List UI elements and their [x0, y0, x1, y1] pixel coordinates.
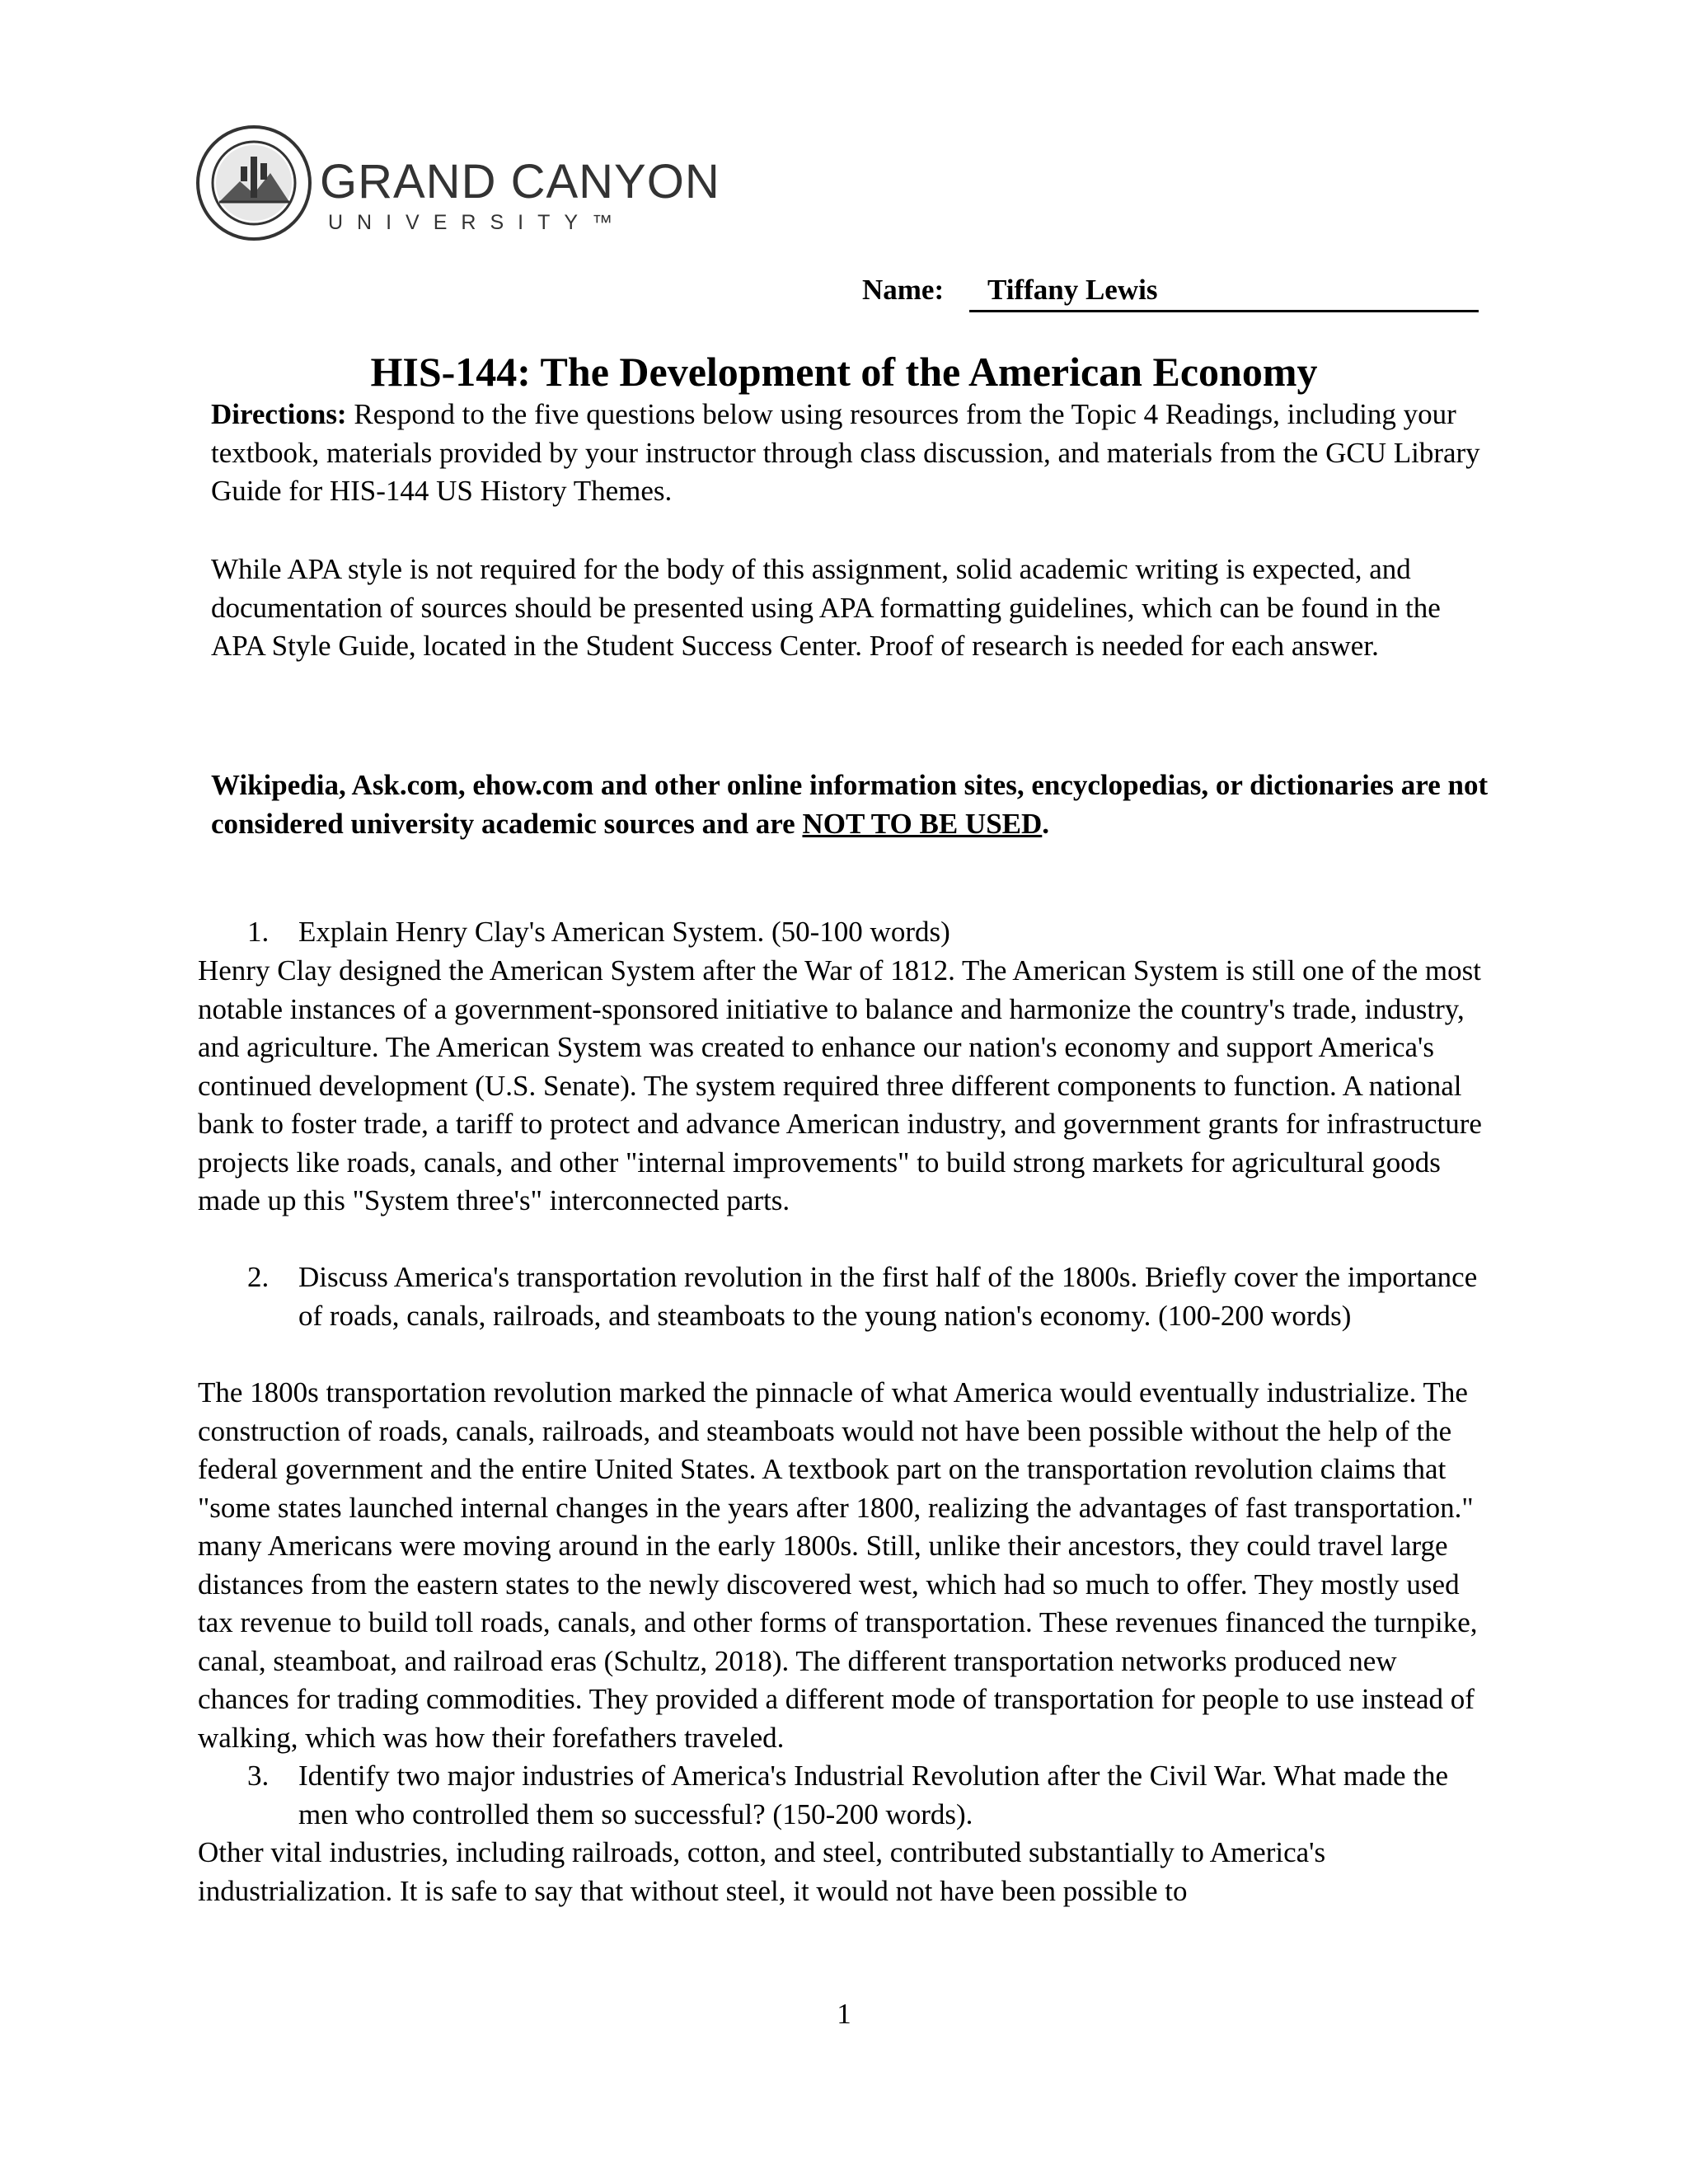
directions-paragraph	[211, 396, 1497, 511]
question-3	[247, 1757, 1492, 1834]
directions-text: Respond to the five questions below using resources from the Topic 4 Readings, including your textbook, materials provided by your instructor through class discussion, and materials from the GCU Library Guide for HIS-144 US History Themes.	[211, 398, 1480, 507]
question-number: 3.	[247, 1760, 270, 1792]
warning-emphasis: NOT TO BE USED	[802, 807, 1043, 840]
university-subtitle: UNIVERSITY™	[328, 211, 627, 234]
answer-1: Henry Clay designed the American System after the War of 1812. The American System is still one of the most notable instances of a government-sponsored initiative to balance and harmonize the country's trade, industry, and agriculture. The American System was created to enhance our nation's economy and support America's continued development (U.S. Senate). The system required three different components to function. A national bank to foster trade, a tariff to protect and advance American industry, and government grants for infrastructure projects like roads, canals, and other "internal improvements" to build strong markets for agricultural goods made up this "System three's" interconnected parts.	[198, 954, 1482, 1216]
directions-label: Directions:	[211, 398, 347, 430]
question-number: 2.	[247, 1261, 270, 1293]
student-name-field: Tiffany Lewis	[969, 274, 1479, 312]
answer-3: Other vital industries, including railroads, cotton, and steel, contributed substantially to America's industrialization. It is safe to say that without steel, it would not have been possible to	[198, 1836, 1326, 1907]
university-logo	[195, 124, 720, 247]
question-text: Explain Henry Clay's American System. (50-100 words)	[298, 916, 950, 948]
sources-warning	[211, 766, 1497, 843]
warning-text: Wikipedia, Ask.com, ehow.com and other online information sites, encyclopedias, or dictionaries are not considered university academic sources and are	[211, 769, 1489, 840]
apa-note-paragraph: While APA style is not required for the body of this assignment, solid academic writing is expected, and documentation of sources should be presented using APA formatting guidelines, which can be found in the APA Style Guide, located in the Student Success Center. Proof of research is needed for each answer.	[211, 553, 1441, 662]
question-number: 1.	[247, 916, 270, 948]
question-text: Discuss America's transportation revolution in the first half of the 1800s. Briefly cover the importance of roads, canals, railroads, and steamboats to the young nation's economy. (100-200 words)	[298, 1261, 1478, 1332]
question-2	[247, 1258, 1492, 1335]
answer-2: The 1800s transportation revolution marked the pinnacle of what America would eventually industrialize. The construction of roads, canals, railroads, and steamboats would not have been possible without the help of the federal government and the entire United States. A textbook part on the transportation revolution claims that "some states launched internal changes in the years after 1800, realizing the advantages of fast transportation." many Americans were moving around in the early 1800s. Still, unlike their ancestors, they could travel large distances from the eastern states to the newly discovered west, which had so much to offer. They mostly used tax revenue to build toll roads, canals, and other forms of transportation. These revenues financed the turnpike, canal, steamboat, and railroad eras (Schultz, 2018). The different transportation networks produced new chances for trading commodities. They provided a different mode of transportation for people to use instead of walking, which was how their forefathers traveled.	[198, 1376, 1478, 1754]
student-name-row	[862, 274, 1480, 312]
page-title: HIS-144: The Development of the American Economy	[370, 349, 1318, 395]
page-number: 1	[837, 1998, 851, 2030]
question-text: Identify two major industries of America's Industrial Revolution after the Civil War. What made the men who controlled them so successful? (150-200 words).	[298, 1760, 1449, 1830]
question-1	[247, 913, 1492, 952]
university-seal-icon	[195, 124, 314, 243]
university-name: GRAND CANYON	[320, 155, 720, 209]
name-label: Name:	[862, 274, 945, 306]
warning-end: .	[1042, 807, 1050, 840]
